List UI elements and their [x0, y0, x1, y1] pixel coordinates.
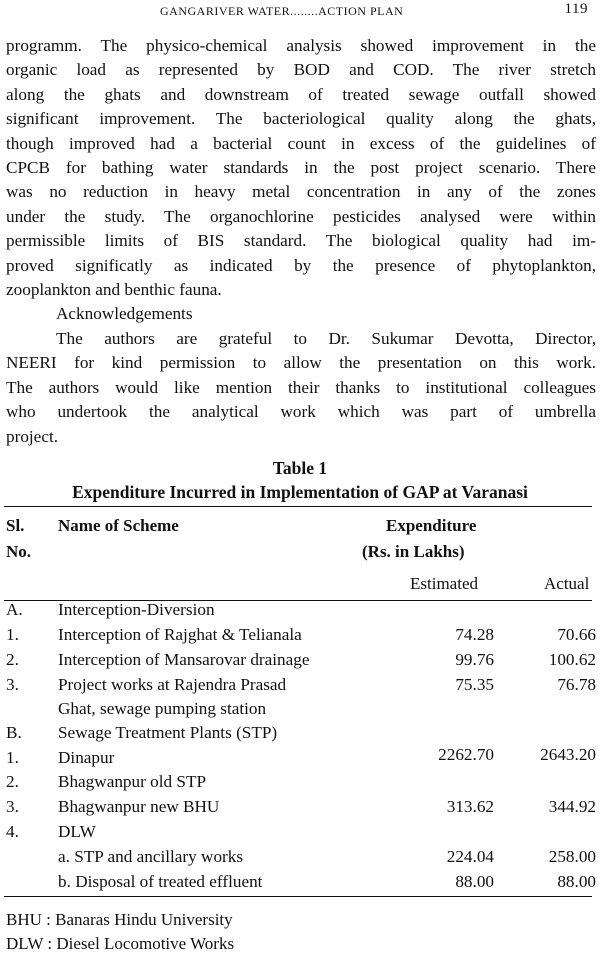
table-top-rule	[4, 506, 592, 507]
ack-line: The authors are grateful to Dr. Sukumar Devotta, Director,	[56, 328, 596, 348]
table-row	[0, 772, 600, 797]
paragraph-line: CPCB for bathing water standards in the post project scenario. There	[6, 158, 596, 178]
row-number: 1.	[6, 625, 19, 644]
page-number: 119	[564, 1, 588, 17]
row-scheme: Interception of Rajghat & Telianala	[58, 625, 302, 644]
header-sl: Sl.	[6, 516, 25, 535]
footnotes	[6, 908, 234, 956]
table-title: Expenditure Incurred in Implementation of GAP at Varanasi	[72, 482, 528, 502]
table-bottom-rule	[4, 896, 592, 897]
page-header	[0, 0, 600, 20]
row-actual: 88.00	[557, 872, 596, 891]
ack-line: The authors would like mention their thanks to institutional colleagues	[6, 377, 596, 397]
paragraph-line: was no reduction in heavy metal concentration in any of the zones	[6, 182, 596, 202]
row-estimated: 74.28	[455, 625, 494, 644]
row-scheme: Bhagwanpur old STP	[58, 772, 206, 791]
table-body	[0, 600, 600, 897]
table-row	[0, 745, 600, 772]
row-estimated: 224.04	[446, 847, 494, 866]
paragraph-line: programm. The physico-chemical analysis showed improvement in the	[6, 36, 596, 55]
row-scheme: a. STP and ancillary works	[58, 847, 244, 866]
row-number: 2.	[6, 772, 19, 791]
paragraph-line: organic load as represented by BOD and COD. The river stretch	[6, 60, 596, 80]
row-estimated: 75.35	[455, 675, 494, 694]
row-scheme: Interception-Diversion	[58, 600, 215, 619]
ack-line: NEERI for kind permission to allow the presentation on this work.	[6, 353, 596, 373]
header-unit: (Rs. in Lakhs)	[362, 542, 465, 561]
row-scheme: Dinapur	[58, 748, 115, 767]
row-scheme: Bhagwanpur new BHU	[58, 797, 220, 816]
table-label: Table 1	[272, 458, 328, 478]
row-actual: 76.78	[557, 675, 596, 694]
header-actual: Actual	[544, 574, 590, 593]
footnote: BHU : Banaras Hindu University	[6, 910, 233, 929]
running-title: GANGARIVER WATER........ACTION PLAN	[160, 4, 404, 18]
table-row	[0, 797, 600, 822]
header-estimated: Estimated	[410, 574, 478, 593]
header-scheme-name: Name of Scheme	[58, 516, 179, 535]
row-number: 4.	[6, 822, 19, 841]
table-row	[0, 872, 600, 897]
table-row	[0, 822, 600, 847]
header-expenditure: Expenditure	[386, 516, 477, 535]
row-actual: 258.00	[548, 847, 596, 866]
row-number: 1.	[6, 748, 19, 767]
row-actual: 70.66	[557, 625, 596, 644]
acknowledgements-heading: Acknowledgements	[56, 304, 193, 324]
row-scheme: DLW	[58, 822, 96, 841]
footnote: DLW : Diesel Locomotive Works	[6, 934, 235, 953]
row-scheme: Sewage Treatment Plants (STP)	[58, 723, 278, 742]
row-scheme: b. Disposal of treated effluent	[58, 872, 263, 891]
row-number: A.	[6, 600, 23, 619]
paragraph-line: permissible limits of BIS standard. The biological quality had im-	[6, 231, 596, 251]
table-row	[0, 625, 600, 650]
row-scheme: Interception of Mansarovar drainage	[58, 650, 310, 669]
paragraph-line: along the ghats and downstream of treated sewage outfall showed	[6, 84, 596, 104]
table-row	[0, 600, 600, 625]
ack-line: who undertook the analytical work which was part of umbrella	[6, 402, 596, 422]
paragraph-line: significant improvement. The bacteriological quality along the ghats,	[6, 109, 596, 129]
row-actual: 2643.20	[540, 745, 596, 764]
row-estimated: 313.62	[446, 797, 494, 816]
row-number: 3.	[6, 797, 19, 816]
row-estimated: 99.76	[455, 650, 494, 669]
row-scheme: Project works at Rajendra Prasad	[58, 675, 287, 694]
table-row	[0, 723, 600, 748]
row-scheme-continued: Ghat, sewage pumping station	[58, 699, 267, 718]
header-no: No.	[6, 542, 32, 561]
row-estimated: 88.00	[455, 872, 494, 891]
row-actual: 100.62	[548, 650, 596, 669]
row-actual: 344.92	[548, 797, 596, 816]
ack-line: project.	[6, 426, 59, 446]
table-row	[0, 675, 600, 723]
row-estimated: 2262.70	[438, 745, 494, 764]
row-number: 3.	[6, 675, 19, 694]
row-number: 2.	[6, 650, 19, 669]
paragraph-line: though improved had a bacterial count in excess of the guidelines of	[6, 133, 596, 153]
paragraph-line: proved significatly as indicated by the presence of phytoplankton,	[6, 255, 596, 275]
paragraph-line: zooplankton and benthic fauna.	[6, 280, 222, 300]
table-row	[0, 650, 600, 675]
paragraph-line: under the study. The organochlorine pesticides analysed were within	[6, 206, 596, 226]
body-text	[6, 34, 596, 449]
row-number: B.	[6, 723, 22, 742]
table-row	[0, 847, 600, 872]
